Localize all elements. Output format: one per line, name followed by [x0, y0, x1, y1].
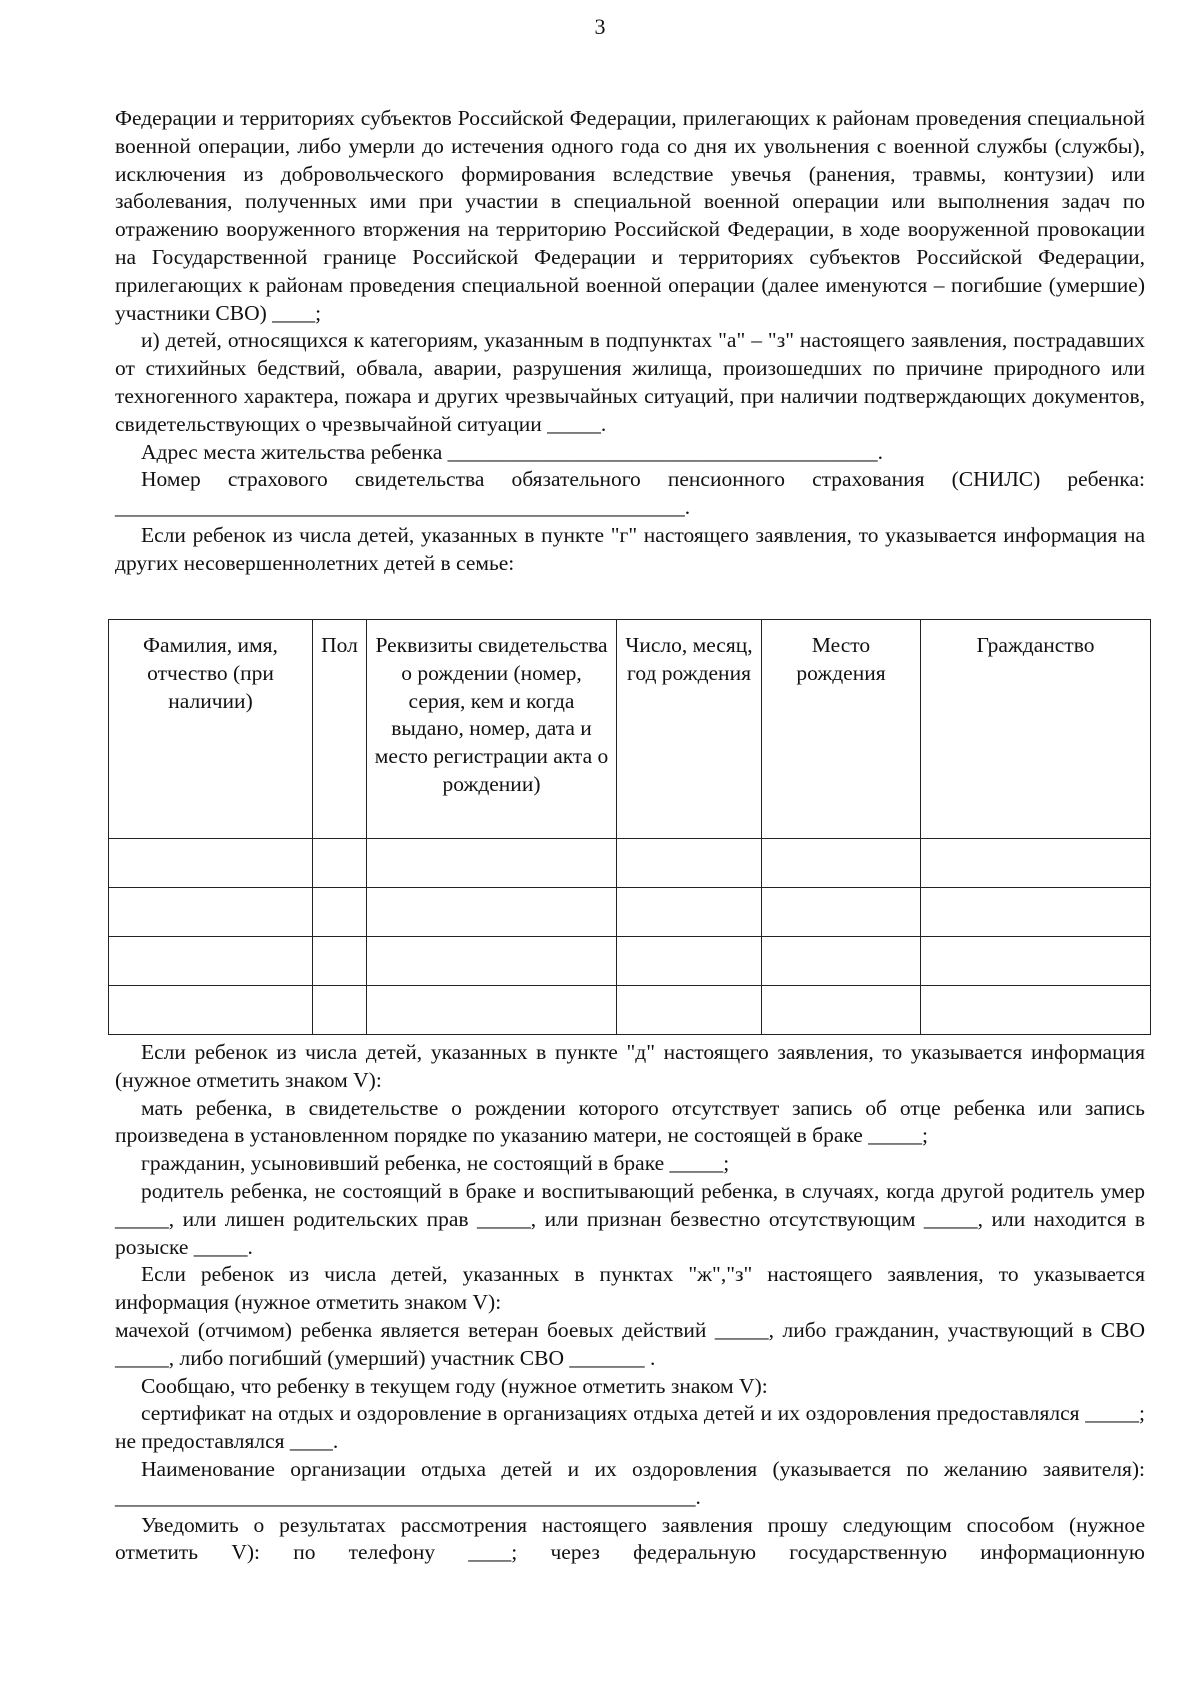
- header-birth-place: Место рождения: [762, 620, 921, 839]
- table-cell[interactable]: [617, 937, 762, 986]
- table-cell[interactable]: [109, 986, 313, 1035]
- table-cell[interactable]: [313, 839, 367, 888]
- header-birth-date: Число, месяц, год рождения: [617, 620, 762, 839]
- header-citizenship: Гражданство: [921, 620, 1151, 839]
- paragraph-item-d-info: Если ребенок из числа детей, указанных в пункте "д" настоящего заявления, то указывается информация (нужное отметить знаком V):: [115, 1040, 1145, 1092]
- address-field-line: Адрес места жительства ребенка ________________________________________.: [141, 439, 883, 464]
- option-adopter: гражданин, усыновивший ребенка, не состоящий в браке _____;: [141, 1151, 730, 1176]
- table-cell[interactable]: [617, 888, 762, 937]
- option-single-parent: родитель ребенка, не состоящий в браке и воспитывающий ребенка, в случаях, когда другой родитель умер _____, или лишен родительских прав _____, или признан безвестно отсутствующим _____, или находится в розыске _____.: [115, 1178, 1145, 1259]
- table-cell[interactable]: [921, 986, 1151, 1035]
- table-cell[interactable]: [921, 839, 1151, 888]
- paragraph-continuation: Федерации и территориях субъектов Российской Федерации, прилегающих к районам проведения специальной военной операции, либо умерли до истечения одного года со дня их увольнения с военной службы (службы), исключения из добровольческого формирования вследствие увечья (ранения, травмы, контузии) или заболевания, полученных ими при участии в специальной военной операции или выполнения задач по отражению вооруженного вторжения на территорию Российской Федерации, в ходе вооруженной провокации на Государственной границе Российской Федерации и территориях субъектов Российской Федерации, прилегающих к районам проведения специальной военной операции (далее именуются – погибшие (умершие) участники СВО) ____;: [115, 106, 1145, 325]
- table-row: [109, 986, 1151, 1035]
- snils-label: Номер страхового свидетельства обязательного пенсионного страхования (СНИЛС) ребенка:: [141, 467, 1145, 492]
- table-cell[interactable]: [367, 888, 617, 937]
- table-cell[interactable]: [762, 986, 921, 1035]
- text-block-bottom: [115, 1039, 1145, 1567]
- table-cell[interactable]: [367, 839, 617, 888]
- text-block-top: [115, 105, 1145, 578]
- table-cell[interactable]: [762, 839, 921, 888]
- table-cell[interactable]: [617, 986, 762, 1035]
- table-row: [109, 839, 1151, 888]
- header-full-name: Фамилия, имя, отчество (при наличии): [109, 620, 313, 839]
- table-cell[interactable]: [109, 937, 313, 986]
- table-cell[interactable]: [921, 888, 1151, 937]
- table-header-row: [109, 620, 1151, 839]
- table-cell[interactable]: [762, 937, 921, 986]
- table-row: [109, 888, 1151, 937]
- table-cell[interactable]: [367, 937, 617, 986]
- table-cell[interactable]: [313, 986, 367, 1035]
- paragraph-notification-method: Уведомить о результатах рассмотрения настоящего заявления прошу следующим способом (нужное отметить V): по телефону ____; через федеральную государственную информационную: [115, 1512, 1145, 1565]
- option-mother: мать ребенка, в свидетельстве о рождении которого отсутствует запись об отце ребенка или запись произведена в установленном порядке по указанию матери, не состоящей в браке _____;: [115, 1095, 1145, 1148]
- paragraph-other-children: Если ребенок из числа детей, указанных в пункте "г" настоящего заявления, то указывается информация на других несовершеннолетних детей в семье:: [115, 522, 1145, 575]
- table-cell[interactable]: [921, 937, 1151, 986]
- table-cell[interactable]: [762, 888, 921, 937]
- table-row: [109, 937, 1151, 986]
- snils-field-line: _____________________________________________________.: [115, 495, 691, 520]
- table-cell[interactable]: [109, 839, 313, 888]
- paragraph-certificate-info: Сообщаю, что ребенку в текущем году (нужное отметить знаком V):: [141, 1373, 768, 1398]
- paragraph-item-zh-z-info: Если ребенок из числа детей, указанных в пунктах "ж","з" настоящего заявления, то указывается информация (нужное отметить знаком V):: [115, 1262, 1145, 1315]
- table-cell[interactable]: [617, 839, 762, 888]
- paragraph-organization-name: Наименование организации отдыха детей и их оздоровления (указывается по желанию заявителя): ______________________________________________________.: [115, 1456, 1145, 1509]
- page-number: 3: [594, 14, 606, 39]
- paragraph-item-i: и) детей, относящихся к категориям, указанным в подпунктах "а" – "з" настоящего заявления, пострадавших от стихийных бедствий, обвала, аварии, разрушения жилища, произошедших по причине природного или техногенного характера, пожара и других чрезвычайных ситуаций, при наличии подтверждающих документов, свидетельствующих о чрезвычайной ситуации _____.: [115, 328, 1145, 436]
- table-cell[interactable]: [313, 888, 367, 937]
- other-children-table: [108, 619, 1151, 1035]
- option-stepparent: мачехой (отчимом) ребенка является ветеран боевых действий _____, либо гражданин, участвующий в СВО _____, либо погибший (умерший) участник СВО _______ .: [115, 1317, 1145, 1370]
- table-cell[interactable]: [109, 888, 313, 937]
- header-sex: Пол: [313, 620, 367, 839]
- option-certificate: сертификат на отдых и оздоровление в организациях отдыха детей и их оздоровления предоставлялся _____; не предоставлялся ____.: [115, 1401, 1145, 1454]
- header-birth-certificate: Реквизиты свидетельства о рождении (номер, серия, кем и когда выдано, номер, дата и место регистрации акта о рождении): [367, 620, 617, 839]
- table-cell[interactable]: [367, 986, 617, 1035]
- table-cell[interactable]: [313, 937, 367, 986]
